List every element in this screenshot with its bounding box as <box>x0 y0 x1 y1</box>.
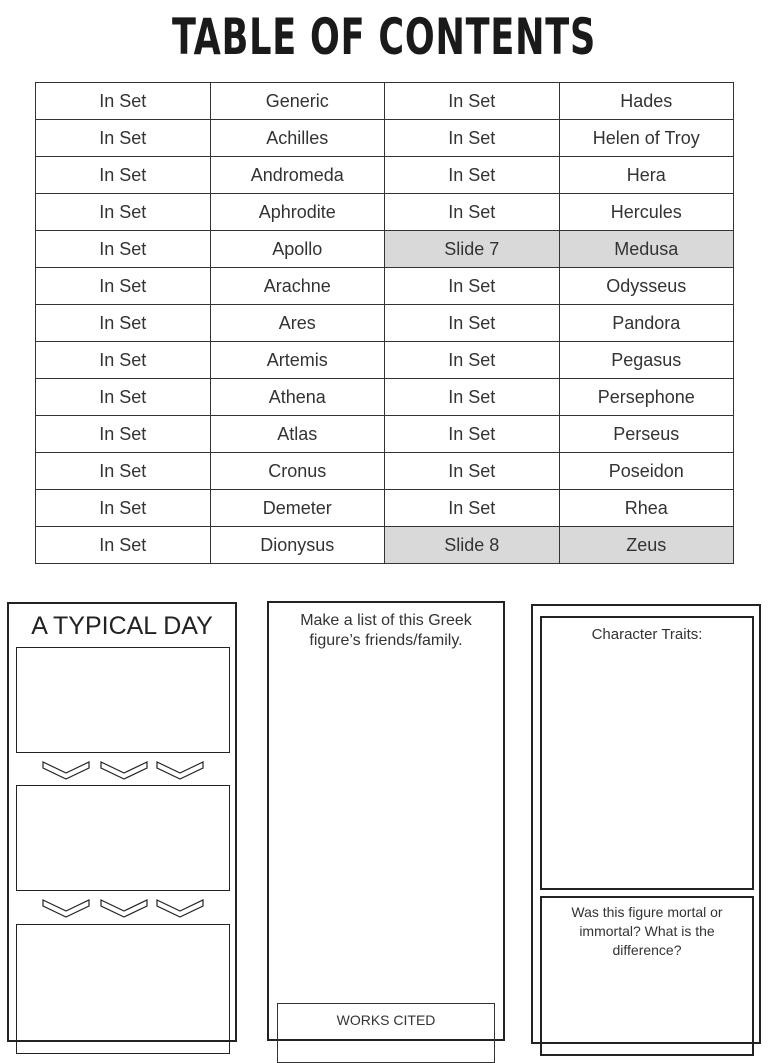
toc-cell-figure: Apollo <box>210 231 385 268</box>
toc-cell-status: In Set <box>385 453 560 490</box>
toc-cell-status: In Set <box>36 527 211 564</box>
toc-cell-figure: Odysseus <box>559 268 734 305</box>
toc-cell-status: In Set <box>385 416 560 453</box>
table-row <box>36 83 734 120</box>
table-row <box>36 490 734 527</box>
works-cited-label: WORKS CITED <box>336 1012 436 1028</box>
toc-cell-status: In Set <box>36 83 211 120</box>
day-frame-1 <box>16 647 230 753</box>
day-frame-2 <box>16 785 230 891</box>
toc-cell-status: In Set <box>385 268 560 305</box>
table-of-contents <box>35 82 734 564</box>
toc-cell-status: In Set <box>36 342 211 379</box>
table-row <box>36 268 734 305</box>
toc-cell-figure: Rhea <box>559 490 734 527</box>
day-frame-3 <box>16 924 230 1054</box>
toc-cell-figure: Medusa <box>559 231 734 268</box>
toc-cell-status: In Set <box>36 305 211 342</box>
toc-cell-status: Slide 7 <box>385 231 560 268</box>
toc-cell-status: In Set <box>36 268 211 305</box>
toc-cell-figure: Helen of Troy <box>559 120 734 157</box>
toc-cell-figure: Hera <box>559 157 734 194</box>
works-cited-box <box>277 1003 495 1063</box>
mortal-question-label: Was this figure mortal or immortal? What is the difference? <box>571 904 723 958</box>
chevron-down-icon <box>155 758 205 782</box>
toc-cell-figure: Artemis <box>210 342 385 379</box>
table-row <box>36 342 734 379</box>
table-row <box>36 453 734 490</box>
mortal-question-box <box>540 896 754 1056</box>
table-row <box>36 231 734 268</box>
toc-cell-figure: Atlas <box>210 416 385 453</box>
toc-cell-status: In Set <box>36 120 211 157</box>
toc-cell-status: In Set <box>36 231 211 268</box>
toc-cell-figure: Hercules <box>559 194 734 231</box>
chevron-row-1 <box>9 758 235 784</box>
toc-cell-status: In Set <box>385 120 560 157</box>
toc-cell-figure: Andromeda <box>210 157 385 194</box>
table-row <box>36 157 734 194</box>
toc-cell-figure: Demeter <box>210 490 385 527</box>
typical-day-title: A TYPICAL DAY <box>31 612 213 640</box>
toc-cell-status: In Set <box>385 305 560 342</box>
toc-cell-figure: Poseidon <box>559 453 734 490</box>
toc-cell-status: In Set <box>36 194 211 231</box>
table-row <box>36 194 734 231</box>
toc-cell-status: In Set <box>385 194 560 231</box>
character-traits-box <box>540 616 754 890</box>
toc-cell-status: In Set <box>36 490 211 527</box>
character-traits-panel <box>531 604 761 1044</box>
toc-cell-status: In Set <box>385 157 560 194</box>
toc-cell-figure: Zeus <box>559 527 734 564</box>
toc-cell-figure: Generic <box>210 83 385 120</box>
toc-cell-figure: Hades <box>559 83 734 120</box>
toc-cell-figure: Arachne <box>210 268 385 305</box>
chevron-down-icon <box>99 896 149 920</box>
toc-cell-figure: Pandora <box>559 305 734 342</box>
toc-cell-figure: Achilles <box>210 120 385 157</box>
table-row <box>36 120 734 157</box>
toc-cell-figure: Athena <box>210 379 385 416</box>
toc-cell-status: In Set <box>36 157 211 194</box>
friends-family-panel <box>267 601 505 1041</box>
toc-cell-status: In Set <box>385 342 560 379</box>
toc-cell-status: In Set <box>385 490 560 527</box>
character-traits-label: Character Traits: <box>591 626 703 643</box>
toc-cell-status: In Set <box>36 416 211 453</box>
chevron-down-icon <box>41 896 91 920</box>
chevron-down-icon <box>41 758 91 782</box>
toc-cell-status: In Set <box>36 453 211 490</box>
typical-day-panel <box>7 602 237 1042</box>
friends-prompt: Make a list of this Greek figure’s friends/family. <box>300 612 472 649</box>
chevron-row-2 <box>9 896 235 922</box>
toc-cell-figure: Pegasus <box>559 342 734 379</box>
table-row <box>36 379 734 416</box>
toc-cell-status: In Set <box>385 83 560 120</box>
toc-cell-figure: Cronus <box>210 453 385 490</box>
toc-cell-figure: Persephone <box>559 379 734 416</box>
chevron-down-icon <box>99 758 149 782</box>
toc-cell-figure: Perseus <box>559 416 734 453</box>
toc-cell-status: In Set <box>36 379 211 416</box>
toc-cell-figure: Dionysus <box>210 527 385 564</box>
chevron-down-icon <box>155 896 205 920</box>
table-row <box>36 416 734 453</box>
toc-cell-status: Slide 8 <box>385 527 560 564</box>
toc-cell-figure: Aphrodite <box>210 194 385 231</box>
table-row <box>36 305 734 342</box>
page-title: TABLE OF CONTENTS <box>171 8 597 66</box>
table-row <box>36 527 734 564</box>
toc-cell-figure: Ares <box>210 305 385 342</box>
toc-cell-status: In Set <box>385 379 560 416</box>
